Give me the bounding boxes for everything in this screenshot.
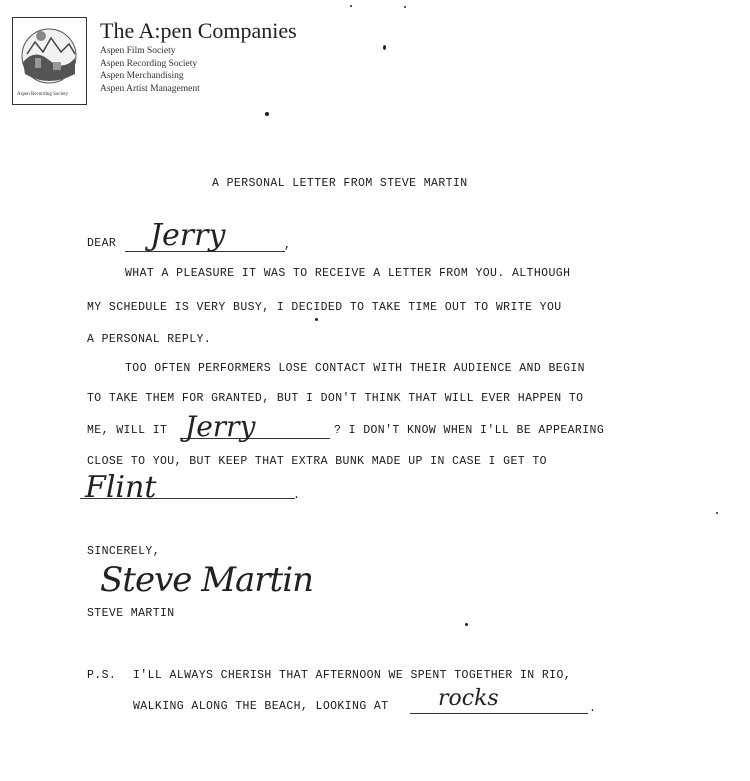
scan-speck [265, 112, 269, 116]
ps-label: P.S. [87, 669, 117, 682]
subsidiary-merchandising: Aspen Merchandising [100, 71, 184, 81]
para2-name: Jerry [185, 410, 256, 443]
company-logo [12, 17, 87, 105]
subsidiary-artist-management: Aspen Artist Management [100, 83, 200, 94]
signer-name: STEVE MARTIN [87, 607, 175, 620]
ps-blank [410, 712, 588, 714]
para1-line1: WHAT A PLEASURE IT WAS TO RECEIVE A LETTER FROM YOU. ALTHOUGH [125, 267, 571, 280]
closing: SINCERELY, [87, 545, 161, 558]
ps-line1: I'LL ALWAYS CHERISH THAT AFTERNOON WE SPENT TOGETHER IN RIO, [133, 669, 572, 682]
salutation-punct: , [284, 239, 292, 252]
subsidiary-recording: Aspen Recording Society [100, 58, 198, 69]
logo-caption: Aspen Recording Society [17, 92, 69, 97]
subsidiary-film: Aspen Film Society [100, 46, 176, 56]
salutation-label: DEAR [87, 237, 117, 250]
para1-line3: A PERSONAL REPLY. [87, 333, 212, 346]
scan-speck [383, 45, 386, 50]
scan-speck [465, 623, 468, 626]
scan-speck [315, 318, 318, 321]
salutation-name: Jerry [150, 218, 226, 253]
ps-line2-start: WALKING ALONG THE BEACH, LOOKING AT [133, 700, 389, 713]
scan-speck [404, 6, 406, 8]
city-punct: . [293, 489, 301, 502]
para2-line3-start: ME, WILL IT [87, 424, 168, 437]
scan-speck [350, 5, 352, 7]
ps-line2-end: . [589, 702, 597, 715]
salutation [87, 237, 116, 250]
scan-speck [716, 512, 718, 514]
para2-line2: TO TAKE THEM FOR GRANTED, BUT I DON'T THINK THAT WILL EVER HAPPEN TO [87, 392, 584, 405]
para2-line1: TOO OFTEN PERFORMERS LOSE CONTACT WITH THEIR AUDIENCE AND BEGIN [125, 362, 585, 375]
city-name: Flint [85, 470, 157, 505]
para2-line3-end: ? I DON'T KNOW WHEN I'LL BE APPEARING [334, 424, 605, 437]
letter-heading: A PERSONAL LETTER FROM STEVE MARTIN [212, 177, 468, 190]
para1-line2: MY SCHEDULE IS VERY BUSY, I DECIDED TO TAKE TIME OUT TO WRITE YOU [87, 301, 562, 314]
company-name: The A:pen Companies [100, 18, 297, 43]
subsidiary-list [100, 45, 200, 95]
signature: Steve Martin [100, 560, 313, 600]
para2-line4: CLOSE TO YOU, BUT KEEP THAT EXTRA BUNK MADE UP IN CASE I GET TO [87, 455, 547, 468]
ps-fill: rocks [438, 686, 499, 711]
